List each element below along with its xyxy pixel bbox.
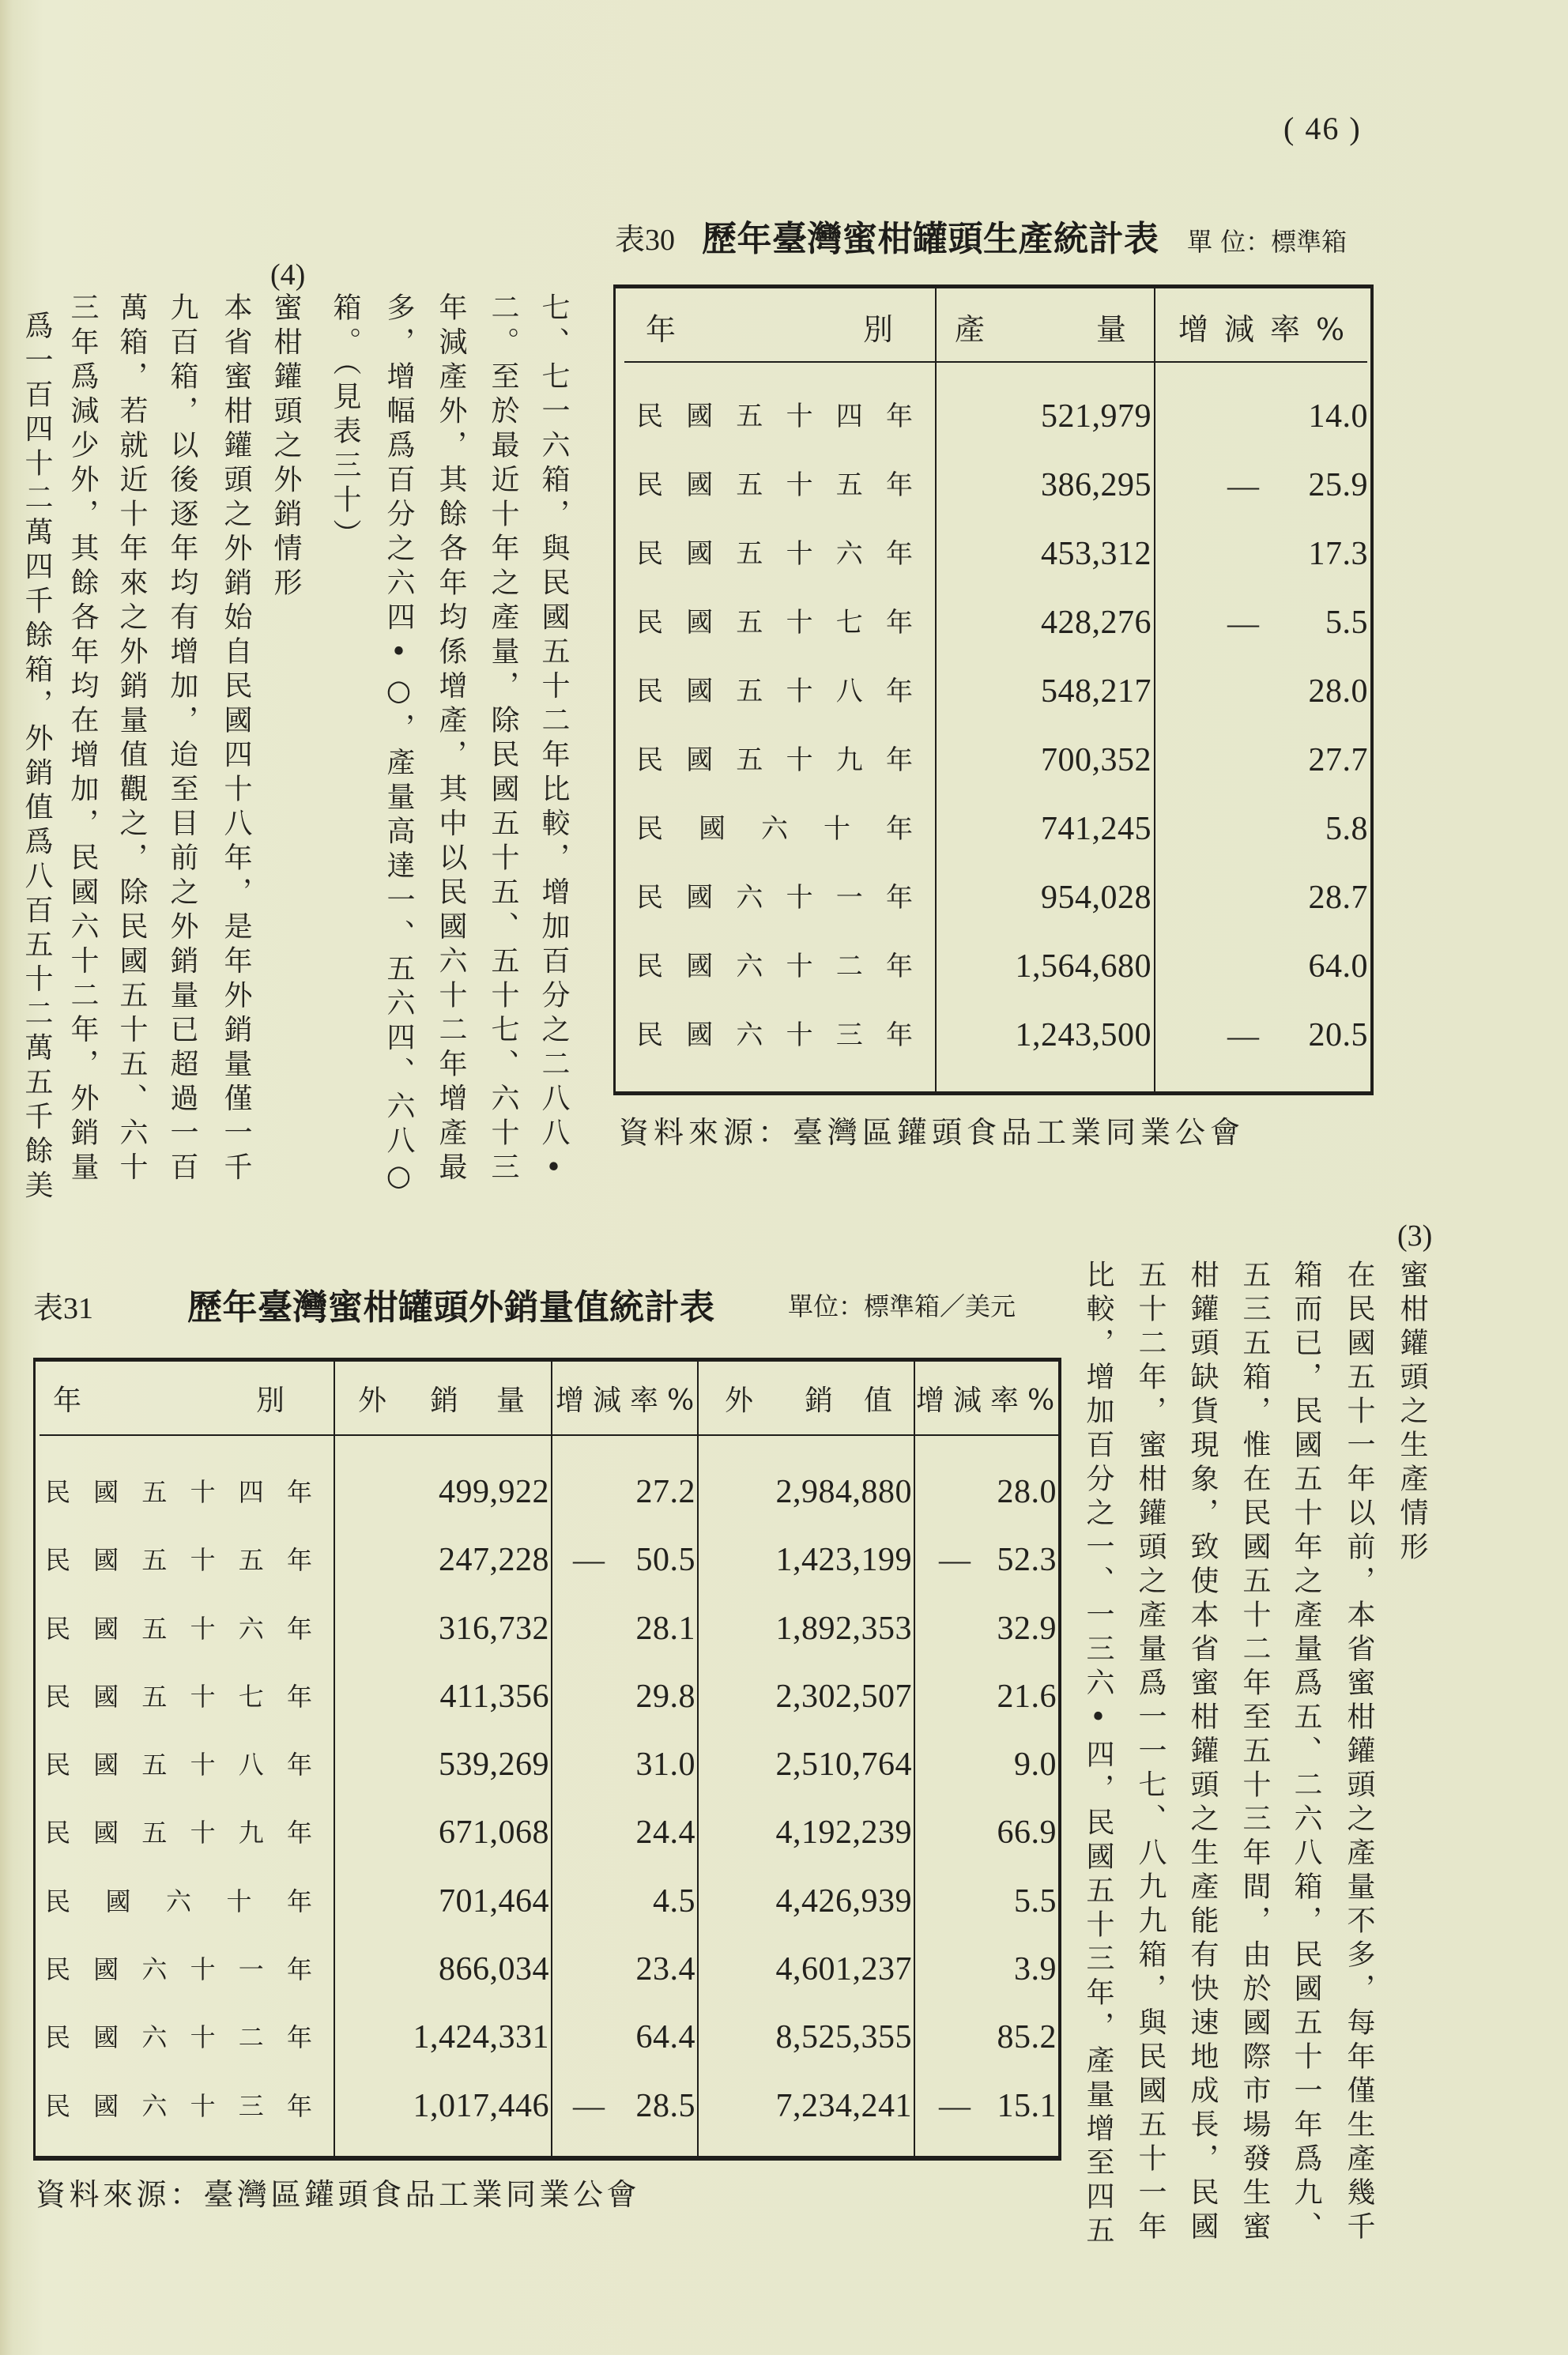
section3-continued-column-3: 年減產外，其餘各年均係增產，其中以民國六十二年增產最: [435, 292, 467, 1186]
table-row: [613, 451, 1374, 520]
change-cell: [1154, 726, 1370, 795]
year-cell: 民國六十一年: [636, 882, 913, 914]
table30-label-prefix: 表: [615, 222, 646, 257]
export-volume-cell: 411,356: [439, 1678, 549, 1715]
table31-label-number: 31: [63, 1292, 94, 1325]
export-volume-cell: 247,228: [439, 1542, 549, 1579]
table-row: [613, 1001, 1374, 1070]
value-change-value: 32.9: [997, 1610, 1057, 1647]
production-cell: 1,564,680: [1015, 948, 1152, 985]
change-cell: [1154, 382, 1370, 451]
header-year-left: 年: [53, 1385, 82, 1417]
table-row: [33, 2072, 1061, 2140]
section3-continued-column-4: 多，增幅爲百分之六四•○，產量高達一、五六四、六八○: [383, 292, 415, 1198]
table30-label-number: 30: [645, 224, 676, 257]
value-change-value: 15.1: [997, 2087, 1057, 2124]
export-value-cell: 7,234,241: [775, 2087, 912, 2124]
value-change-cell: [914, 1867, 1058, 1935]
change-value: 5.5: [1325, 605, 1368, 641]
table-row: [33, 1731, 1061, 1799]
change-cell: [1154, 589, 1370, 658]
value-change-cell: [914, 1526, 1058, 1594]
export-volume-cell: 539,269: [439, 1746, 549, 1784]
year-cell: 民國五十七年: [636, 607, 913, 639]
header-export-value-1: 外: [725, 1385, 754, 1417]
year-cell: 民國六十二年: [45, 2022, 312, 2053]
year-cell: 民國六十二年: [636, 951, 913, 982]
change-value: 27.7: [1308, 742, 1368, 778]
header-production-left: 產: [955, 312, 986, 347]
year-cell: 民國五十七年: [45, 1681, 312, 1712]
section3-continued-column-1: 七、七一六箱，與民國五十二年比較，增加百分之二八八•: [537, 292, 570, 1190]
change-value: 5.8: [1325, 811, 1368, 847]
table-row: [613, 589, 1374, 658]
value-change-value: 66.9: [997, 1814, 1057, 1852]
table-row: [613, 933, 1374, 1001]
change-value: 28.0: [1308, 673, 1368, 710]
section3-column-6: 比較，增加百分之一、一三六•四，民國五十三年，產量增至四五: [1082, 1260, 1114, 2249]
production-cell: 521,979: [1041, 398, 1152, 435]
volume-change-cell: [551, 2003, 697, 2071]
value-change-value: 3.9: [1014, 1951, 1057, 1988]
year-cell: 民國六十三年: [45, 2090, 312, 2121]
table31-body: [33, 1458, 1061, 2140]
section4-column-5: 爲一百四十二萬四千餘箱，外銷值爲八百五十二萬五千餘美: [21, 311, 53, 1204]
table-row: [613, 658, 1374, 726]
volume-change-value: 50.5: [635, 1542, 695, 1579]
value-change-cell: [914, 2072, 1058, 2140]
section3-column-4: 柑鑵頭缺貨現象，致使本省蜜柑鑵頭之生產能有快速地成長，民國: [1186, 1260, 1219, 2245]
value-change-cell: [914, 1595, 1058, 1663]
export-volume-cell: 671,068: [439, 1814, 549, 1852]
section3-column-1: 在民國五十一年以前，本省蜜柑鑵頭之產量不多，每年僅生產幾千: [1343, 1260, 1375, 2245]
export-value-cell: 4,601,237: [775, 1951, 912, 1988]
section3-heading: 蜜柑鑵頭之生產情形: [1396, 1260, 1428, 1566]
table31-exports: [33, 1358, 1064, 2161]
table-row: [33, 1595, 1061, 1663]
export-volume-cell: 499,922: [439, 1474, 549, 1510]
export-value-cell: 1,423,199: [775, 1542, 912, 1579]
value-change-value: 9.0: [1014, 1746, 1057, 1784]
change-value: 25.9: [1308, 467, 1368, 503]
header-export-volume-3: 量: [496, 1385, 526, 1417]
section4-heading: 蜜柑鑵頭之外銷情形: [270, 292, 302, 602]
table-row: [613, 795, 1374, 864]
value-change-cell: [914, 1799, 1058, 1867]
table30-source: 資料來源：臺灣區鑵頭食品工業同業公會: [619, 1115, 1246, 1150]
volume-change-cell: [551, 2072, 697, 2140]
export-volume-cell: 1,017,446: [413, 2087, 549, 2124]
value-change-cell: [914, 2003, 1058, 2071]
export-volume-cell: 316,732: [439, 1610, 549, 1647]
value-change-value: 85.2: [997, 2019, 1057, 2056]
volume-change-value: 27.2: [635, 1474, 695, 1510]
year-cell: 民國五十四年: [45, 1477, 312, 1507]
volume-change-value: 4.5: [653, 1882, 695, 1920]
change-cell: [1154, 520, 1370, 589]
change-value: 64.0: [1308, 948, 1368, 985]
section3-column-5: 五十二年，蜜柑鑵頭之產量爲一一七、八九九箱，與民國五十一年: [1134, 1260, 1167, 2245]
section4-number: (4): [270, 258, 306, 292]
table-border-bottom: [613, 1091, 1374, 1095]
year-cell: 民國五十六年: [45, 1613, 312, 1644]
volume-change-cell: [551, 1799, 697, 1867]
volume-change-value: 31.0: [635, 1746, 695, 1784]
header-divider: [624, 361, 1367, 363]
production-cell: 548,217: [1041, 673, 1152, 710]
year-cell: 民國五十九年: [45, 1818, 312, 1848]
table30-label: [615, 222, 675, 258]
decrease-sign: —: [939, 2087, 971, 2123]
table31-label: [33, 1291, 93, 1326]
year-cell: 民國六十一年: [45, 1954, 312, 1985]
section4-column-1: 本省蜜柑鑵頭之外銷始自民國四十八年，是年外銷量僅一千: [220, 292, 252, 1186]
year-cell: 民國五十八年: [636, 676, 913, 707]
volume-change-value: 23.4: [635, 1951, 695, 1988]
section3-column-2: 箱而已，民國五十年之產量爲五、二六八箱，民國五十一年爲九、: [1290, 1260, 1322, 2245]
table31-label-prefix: 表: [33, 1291, 64, 1325]
year-cell: 民國六十年: [45, 1886, 312, 1916]
volume-change-value: 64.4: [635, 2019, 695, 2056]
change-cell: [1154, 795, 1370, 864]
table31-unit: 單位：標準箱／美元: [788, 1291, 1016, 1321]
table30-production: [613, 284, 1374, 1095]
export-value-cell: 2,984,880: [775, 1474, 912, 1510]
year-cell: 民國五十五年: [45, 1545, 312, 1576]
table-row: [33, 1526, 1061, 1594]
production-cell: 1,243,500: [1015, 1017, 1152, 1053]
year-cell: 民國五十八年: [45, 1750, 312, 1780]
production-cell: 700,352: [1041, 742, 1152, 778]
table30-body: [613, 382, 1374, 1070]
page-number: ( 46 ): [1283, 111, 1362, 146]
table-row: [33, 1935, 1061, 2003]
value-change-cell: [914, 1935, 1058, 2003]
change-value: 17.3: [1308, 536, 1368, 572]
volume-change-value: 28.5: [635, 2087, 695, 2124]
value-change-value: 52.3: [997, 1542, 1057, 1579]
year-cell: 民國五十五年: [636, 469, 913, 501]
export-value-cell: 8,525,355: [775, 2019, 912, 2056]
year-cell: 民國六十年: [636, 813, 913, 845]
table-border-top: [33, 1358, 1061, 1362]
section3-column-3: 五三五箱，惟在民國五十二年至五十三年間，由於國際市場發生蜜: [1238, 1260, 1271, 2245]
production-cell: 428,276: [1041, 605, 1152, 641]
export-value-cell: 2,510,764: [775, 1746, 912, 1784]
table-row: [33, 1663, 1061, 1731]
decrease-sign: —: [573, 2087, 605, 2123]
value-change-value: 28.0: [997, 1474, 1057, 1510]
production-cell: 453,312: [1041, 536, 1152, 572]
table-row: [613, 726, 1374, 795]
value-change-value: 5.5: [1014, 1882, 1057, 1920]
header-change-rate: 增減率%: [1178, 312, 1361, 347]
header-value-change: 增減率%: [916, 1385, 1064, 1417]
change-cell: [1154, 864, 1370, 933]
table-border-top: [613, 284, 1374, 288]
section3-continued-column-2: 二。至於最近十年之產量，除民國五十五、五十七、六十三: [487, 292, 519, 1186]
volume-change-cell: [551, 1935, 697, 2003]
production-cell: 741,245: [1041, 811, 1152, 847]
export-volume-cell: 866,034: [439, 1951, 549, 1988]
change-cell: [1154, 451, 1370, 520]
production-cell: 386,295: [1041, 467, 1152, 503]
change-cell: [1154, 933, 1370, 1001]
volume-change-value: 24.4: [635, 1814, 695, 1852]
table-row: [33, 2003, 1061, 2071]
volume-change-cell: [551, 1867, 697, 1935]
table30-unit: 單 位：標準箱: [1187, 227, 1348, 257]
section4-column-3: 萬箱，若就近十年來之外銷量值觀之，除民國五十五、六十: [115, 292, 148, 1186]
header-divider: [40, 1434, 1058, 1436]
header-volume-change: 增減率%: [556, 1385, 703, 1417]
export-value-cell: 2,302,507: [775, 1678, 912, 1715]
table-row: [33, 1867, 1061, 1935]
value-change-cell: [914, 1731, 1058, 1799]
volume-change-cell: [551, 1731, 697, 1799]
export-value-cell: 4,426,939: [775, 1882, 912, 1920]
export-value-cell: 4,192,239: [775, 1814, 912, 1852]
header-year-right: 別: [863, 312, 894, 347]
value-change-cell: [914, 1663, 1058, 1731]
header-export-volume-2: 銷: [430, 1385, 459, 1417]
header-production-right: 量: [1096, 312, 1127, 347]
header-export-volume-1: 外: [358, 1385, 387, 1417]
table-row: [33, 1458, 1061, 1526]
table-row: [613, 864, 1374, 933]
volume-change-cell: [551, 1595, 697, 1663]
decrease-sign: —: [1227, 605, 1259, 641]
volume-change-value: 28.1: [635, 1610, 695, 1647]
change-cell: [1154, 658, 1370, 726]
decrease-sign: —: [573, 1542, 605, 1578]
change-value: 28.7: [1308, 880, 1368, 916]
year-cell: 民國六十三年: [636, 1019, 913, 1051]
section4-column-2: 九百箱，以後逐年均有增加，迨至目前之外銷量已超過一百: [166, 292, 198, 1186]
table-row: [613, 382, 1374, 451]
year-cell: 民國五十四年: [636, 401, 913, 432]
production-cell: 954,028: [1041, 880, 1152, 916]
table31-source: 資料來源：臺灣區鑵頭食品工業同業公會: [36, 2177, 641, 2212]
table-border-bottom: [33, 2156, 1061, 2161]
change-value: 14.0: [1308, 398, 1368, 435]
table31-title: 歷年臺灣蜜柑罐頭外銷量值統計表: [187, 1287, 715, 1328]
volume-change-cell: [551, 1458, 697, 1526]
header-year-left: 年: [646, 312, 677, 347]
export-volume-cell: 701,464: [439, 1882, 549, 1920]
header-export-value-3: 值: [864, 1385, 893, 1417]
table30-title: 歷年臺灣蜜柑罐頭生產統計表: [702, 219, 1159, 259]
year-cell: 民國五十九年: [636, 744, 913, 776]
volume-change-cell: [551, 1526, 697, 1594]
export-value-cell: 1,892,353: [775, 1610, 912, 1647]
value-change-value: 21.6: [997, 1678, 1057, 1715]
table-row: [613, 520, 1374, 589]
section4-column-4: 三年爲減少外，其餘各年均在增加，民國六十二年，外銷量: [66, 292, 99, 1186]
header-year-right: 別: [256, 1385, 285, 1417]
decrease-sign: —: [939, 1542, 971, 1578]
change-value: 20.5: [1308, 1017, 1368, 1053]
export-volume-cell: 1,424,331: [413, 2019, 549, 2056]
volume-change-cell: [551, 1663, 697, 1731]
value-change-cell: [914, 1458, 1058, 1526]
table-row: [33, 1799, 1061, 1867]
decrease-sign: —: [1227, 468, 1259, 503]
header-export-value-2: 銷: [805, 1385, 834, 1417]
section3-continued-column-5: 箱。（見表三十）: [329, 292, 361, 553]
year-cell: 民國五十六年: [636, 538, 913, 570]
decrease-sign: —: [1227, 1018, 1259, 1053]
volume-change-value: 29.8: [635, 1678, 695, 1715]
section3-number: (3): [1397, 1219, 1433, 1253]
change-cell: [1154, 1001, 1370, 1070]
